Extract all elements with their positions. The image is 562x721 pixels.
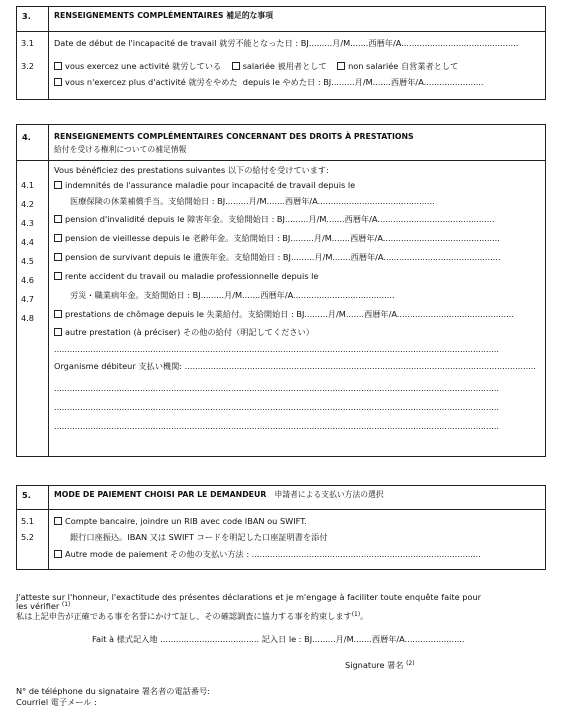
incapacity-date-line: Date de début de l'incapacité de travail 就労不能となった日 : BJ.........月/M.......西暦年/A.............................................: [54, 38, 519, 48]
activity-checkbox[interactable]: [54, 62, 62, 70]
no-activity-checkbox[interactable]: [54, 78, 62, 86]
section-5: [16, 485, 546, 570]
item-number: 3.2: [21, 61, 35, 71]
item-number: 3.1: [21, 38, 35, 48]
section-3: [16, 6, 546, 100]
dotted-line: ...........................................................................................................................................................................: [54, 402, 500, 412]
email-label: Courriel 電子メール :: [16, 697, 97, 707]
section-title: RENSEIGNEMENTS COMPLÉMENTAIRES CONCERNANT DES DROITS À PRESTATIONS: [54, 132, 414, 141]
section-title: RENSEIGNEMENTS COMPLÉMENTAIRES 補足的な事項: [54, 11, 274, 20]
attestation-line: les vérifier: [16, 601, 60, 611]
item-number: 4.1: [21, 180, 35, 190]
benefit-label: rente accident du travail ou maladie professionnelle depuis le: [65, 271, 319, 281]
benefit-label: prestations de chômage depuis le 失業給付。支給開始日 : BJ.........月/M.......西暦年/A.............................................: [65, 309, 514, 319]
option-label: non salariée 自営業者として: [348, 61, 459, 71]
paying-organisation-line: Organisme débiteur 支払い機関: .......................................................................................................................................: [54, 361, 536, 371]
option-date-line: depuis le やめた日 : BJ.........月/M.......西暦年/A.......................: [242, 77, 484, 87]
footnote-mark: (1): [61, 601, 71, 608]
benefit-label: indemnités de l'assurance maladie pour incapacité de travail depuis le: [65, 180, 356, 190]
item-number: 4.7: [21, 294, 35, 304]
form-page: 3. RENSEIGNEMENTS COMPLÉMENTAIRES 補足的な事項 3.1 3.2 Date de début de l'incapacité de travail 就労不能となった日 : BJ.........月/M.......西暦年/A............................................. vous exercez une activité 就労している salariée 被用者として non salariée 自営業者として vous n'exercez plus d'activité 就労をやめた depuis le やめた日 : BJ.........月/M.......西暦年/A....................... 4. RENSEIGNEMENTS COMPLÉMENTAIRES CONCERNANT DES DROITS À PRESTATIONS 給付を受ける権利についての補足情報 4.1 4.2 4.3 4.4 4.5 4.6 4.7 4.8 Vous bénéficiez des prestations suivantes 以下の給付を受けています: indemnités de l'assurance maladie pour incapacité de travail depuis le 医療保険の休業補償手当。支給開始日 : BJ.........月/M.......西暦年/A............................................. pension d'invalidité depuis le 障害年金。支給開始日 : BJ.........月/M.......西暦年/A............................................. pension de vieillesse depuis le 老齢年金。支給開始日 : BJ.........月/M.......西暦年/A............................................. pension de survivant depuis le 遺族年金。支給開始日 : BJ.........月/M.......西暦年/A............................................. rente accident du travail ou maladie professionnelle depuis le 労災・職業病年金。支給開始日 : BJ.........月/M.......西暦年/A....................................... prestations de chômage depuis le 失業給付。支給開始日 : BJ.........月/M.......西暦年/A............................................. autre prestation (à préciser) その他の給付（明記してください） ........................................................................................................................................................................... Organisme débiteur 支払い機関: ....................................................................................................................................... ........................................................................................................................................................................... ........................................................................................................................................................................... ........................................................................................................................................................................... 5. MODE DE PAIEMENT CHOISI PAR LE DEMANDEUR 申請者による支払い方法の選択 5.1 5.2 Compte bancaire, joindre un RIB avec code IBAN ou SWIFT. 銀行口座振込。IBAN 又は SWIFT コードを明記した口座証明書を添付 Autre mode de paiement その他の支払い方法 : ........................................................................................ J'atteste sur l'honneur, l'exactitude des présentes déclarations et je m'engage à faciliter toute enquête faite pour les vérifier $^{(1)}$ 私は上記申告が正確である事を名誉にかけて証し、その確認調査に協力する事を約束します$^{(1)}$。 Fait à 様式記入地 ...................................... 記入日 le : BJ.........月/M.......西暦年/A....................... Signature 署名 $^{(2)}$ N° de téléphone du signataire 署名者の電話番号: Courriel 電子メール :: [0, 0, 562, 721]
benefit-date-line: 労災・職業病年金。支給開始日 : BJ.........月/M.......西暦年/A.......................................: [70, 290, 395, 300]
other-payment-checkbox[interactable]: [54, 550, 62, 558]
benefit-label: pension de survivant depuis le 遺族年金。支給開始日 : BJ.........月/M.......西暦年/A.............................................: [65, 252, 501, 262]
item-number: 4.8: [21, 313, 35, 323]
item-number: 5.2: [21, 532, 35, 542]
benefit-date-line: 医療保険の休業補償手当。支給開始日 : BJ.........月/M.......西暦年/A.............................................: [70, 196, 435, 206]
bank-account-checkbox[interactable]: [54, 517, 62, 525]
section-number: 3.: [17, 7, 49, 31]
unemployment-checkbox[interactable]: [54, 310, 62, 318]
old-age-pension-checkbox[interactable]: [54, 234, 62, 242]
section-title-jp: 申請者による支払い方法の選択: [274, 490, 384, 499]
item-number: 5.1: [21, 516, 35, 526]
item-number: 4.5: [21, 256, 35, 266]
benefit-label: autre prestation (à préciser) その他の給付（明記してください）: [65, 327, 314, 337]
salaried-checkbox[interactable]: [232, 62, 240, 70]
section-number: 4.: [17, 125, 49, 160]
section-number: 5.: [17, 486, 49, 509]
dotted-line: ...........................................................................................................................................................................: [54, 344, 500, 354]
item-number: 4.2: [21, 199, 35, 209]
phone-label: N° de téléphone du signataire 署名者の電話番号:: [16, 686, 210, 696]
place-date-line: Fait à 様式記入地 ...................................... 記入日 le : BJ.........月/M.......西暦年/A.......................: [92, 634, 465, 644]
option-label: vous exercez une activité 就労している: [65, 61, 222, 71]
section-title: MODE DE PAIEMENT CHOISI PAR LE DEMANDEUR: [54, 490, 267, 499]
invalidity-pension-checkbox[interactable]: [54, 215, 62, 223]
section-4: [16, 124, 546, 457]
attestation-jp: 私は上記申告が正確である事を名誉にかけて証し、その確認調査に協力する事を約束します: [16, 611, 352, 621]
work-accident-checkbox[interactable]: [54, 272, 62, 280]
benefit-label: pension de vieillesse depuis le 老齢年金。支給開始日 : BJ.........月/M.......西暦年/A.............................................: [65, 233, 500, 243]
item-number: 4.6: [21, 275, 35, 285]
survivor-pension-checkbox[interactable]: [54, 253, 62, 261]
footnote-mark: (1): [351, 611, 361, 618]
payment-note: 銀行口座振込。IBAN 又は SWIFT コードを明記した口座証明書を添付: [70, 532, 328, 542]
section-subtitle: 給付を受ける権利についての補足情報: [54, 144, 187, 154]
other-benefit-checkbox[interactable]: [54, 328, 62, 336]
payment-label: Autre mode de paiement その他の支払い方法 : ........................................................................................: [65, 549, 481, 559]
payment-label: Compte bancaire, joindre un RIB avec code IBAN ou SWIFT.: [65, 516, 307, 526]
benefit-label: pension d'invalidité depuis le 障害年金。支給開始日 : BJ.........月/M.......西暦年/A.............................................: [65, 214, 495, 224]
item-number: 4.3: [21, 218, 35, 228]
signature-label: Signature 署名: [345, 660, 404, 670]
benefits-intro: Vous bénéficiez des prestations suivantes 以下の給付を受けています:: [54, 165, 329, 175]
dotted-line: ...........................................................................................................................................................................: [54, 421, 500, 431]
attestation-line: J'atteste sur l'honneur, l'exactitude des présentes déclarations et je m'engage à faciliter toute enquête faite pour: [16, 592, 482, 602]
item-number: 4.4: [21, 237, 35, 247]
non-salaried-checkbox[interactable]: [337, 62, 345, 70]
dotted-line: ...........................................................................................................................................................................: [54, 383, 500, 393]
option-label: vous n'exercez plus d'activité 就労をやめた: [65, 77, 238, 87]
option-label: salariée 被用者として: [242, 61, 327, 71]
footnote-mark: (2): [406, 660, 415, 667]
sickness-benefit-checkbox[interactable]: [54, 181, 62, 189]
